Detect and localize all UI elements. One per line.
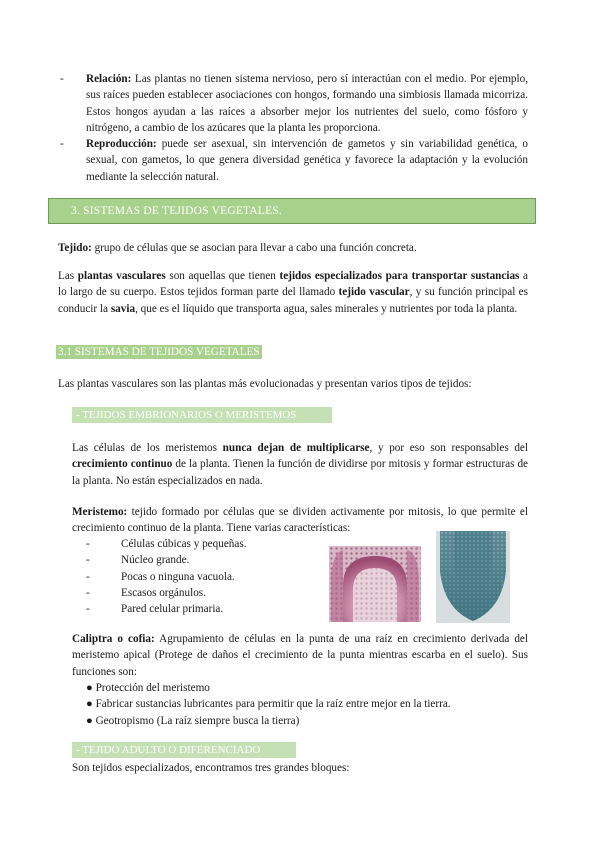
dash-marker: - xyxy=(60,73,64,85)
text-run: son aquellas que tienen xyxy=(165,270,280,282)
root-tip-micrograph xyxy=(436,531,510,623)
dash-marker: - xyxy=(86,570,90,583)
term-relacion: Relación: xyxy=(86,73,132,85)
list-item xyxy=(60,136,528,185)
dash-marker: - xyxy=(86,554,90,567)
text-tejido: grupo de células que se asocian para llevar a cabo una función concreta. xyxy=(91,242,417,254)
vasculares-paragraph xyxy=(58,268,528,317)
meristem-micrograph xyxy=(329,546,421,622)
trait-text: Pared celular primaria. xyxy=(121,603,224,616)
list-item xyxy=(86,713,451,729)
tejido-definition xyxy=(58,240,528,256)
dash-marker: - xyxy=(86,586,90,599)
text-meristemo: tejido formado por células que se dividen activamente por mitosis, lo que permite el crecimiento continuo de la planta. Tiene varias características: xyxy=(72,506,528,535)
trait-text: Pocas o ninguna vacuola. xyxy=(121,570,235,583)
adulto-intro: Son tejidos especializados, encontramos tres grandes bloques: xyxy=(72,762,350,774)
term-caliptra: Caliptra o cofia: xyxy=(72,633,155,645)
text-caliptra: Agrupamiento de células en la punta de una raíz en crecimiento derivada del meristemo apical (Protege de daños el crecimiento de la punta mientras escarba en el suelo). Sus funciones son: xyxy=(72,633,529,678)
subsection-heading xyxy=(56,344,262,360)
root-tip-micrograph-drawing xyxy=(436,531,510,623)
caliptra-paragraph xyxy=(72,631,528,680)
list-item xyxy=(86,680,451,696)
trait-text: Células cúbicas y pequeñas. xyxy=(121,538,247,550)
dash-marker: - xyxy=(86,603,90,616)
vasculares-intro: Las plantas vasculares son las plantas más evolucionadas y presentan varios tipos de tejidos: xyxy=(58,378,472,390)
list-item xyxy=(86,585,316,601)
text-reproduccion: puede ser asexual, sin intervención de gametos y sin variabilidad genética, o sexual, con gametos, lo que genera diversidad genética y favorece la adaptación y la evolución mediante la selección natural. xyxy=(86,138,528,183)
list-item xyxy=(60,71,528,136)
bullet-marker: ● xyxy=(86,698,93,711)
list-item xyxy=(86,569,316,585)
meristemos-paragraph xyxy=(72,440,528,489)
function-text: Geotropismo (La raíz siempre busca la tierra) xyxy=(95,714,300,727)
function-text: Protección del meristemo xyxy=(95,682,210,694)
bold-run: savia xyxy=(110,302,136,315)
trait-text: Escasos orgánulos. xyxy=(121,586,206,599)
function-text: Fabricar sustancias lubricantes para permitir que la raíz entre mejor en la tierra. xyxy=(95,698,451,711)
dash-marker: - xyxy=(60,138,64,151)
text-run: , que es el líquido que transporta agua, sales minerales y nutrientes por toda la planta. xyxy=(135,302,518,315)
text-run: Las xyxy=(58,270,78,282)
term-tejido: Tejido: xyxy=(58,242,92,254)
text-run: de la planta. Tienen la función de dividirse por mitosis y formar estructuras de la planta. No están especializados en nada. xyxy=(72,458,528,487)
bold-run: plantas vasculares xyxy=(77,270,166,282)
list-item xyxy=(86,552,316,568)
bullet-marker: ● xyxy=(86,682,93,694)
section-heading: 3. SISTEMAS DE TEJIDOS VEGETALES. xyxy=(48,198,536,224)
caliptra-functions xyxy=(86,680,451,729)
bold-run: nunca dejan de multiplicarse xyxy=(222,442,370,454)
text-run: a lo largo de su cuerpo. Estos tejidos forman parte del llamado xyxy=(58,270,529,299)
text-relacion: Las plantas no tienen sistema nervioso, pero sí interactúan con el medio. Por ejemplo, sus raíces pueden establecer asociaciones con hongos, formando una simbiosis llamada micorriza. Estos hongos ayudan a las raíces a absorber mejor los nutrientes del suelo, como fósforo y nitrógeno, a cambio de los azúcares que la planta les proporciona. xyxy=(86,73,528,134)
text-run: , y su función principal es conducir la xyxy=(58,286,528,315)
bold-run: tejidos especializados para transportar sustancias xyxy=(279,270,520,282)
text-run: , y por eso son responsables del xyxy=(369,442,528,454)
bullet-marker: ● xyxy=(86,714,93,727)
list-item xyxy=(86,536,316,552)
adulto-heading: - TEJIDO ADULTO O DIFERENCIADO xyxy=(72,742,296,758)
list-item xyxy=(86,696,451,712)
bold-run: tejido vascular xyxy=(338,286,410,299)
trait-text: Núcleo grande. xyxy=(121,554,190,567)
meristemo-traits xyxy=(86,536,316,617)
embrionarios-heading: - TEJIDOS EMBRIONARIOS O MERISTEMOS xyxy=(72,407,332,423)
meristem-micrograph-drawing xyxy=(329,546,421,622)
term-reproduccion: Reproducción: xyxy=(86,138,157,151)
bold-run: crecimiento continuo xyxy=(72,458,173,471)
subsection-title: 3.1 SISTEMAS DE TEJIDOS VEGETALES xyxy=(58,346,260,358)
intro-list xyxy=(60,71,528,185)
dash-marker: - xyxy=(86,538,90,550)
term-meristemo: Meristemo: xyxy=(72,506,128,518)
text-run: Las células de los meristemos xyxy=(72,442,223,454)
list-item xyxy=(86,601,316,617)
